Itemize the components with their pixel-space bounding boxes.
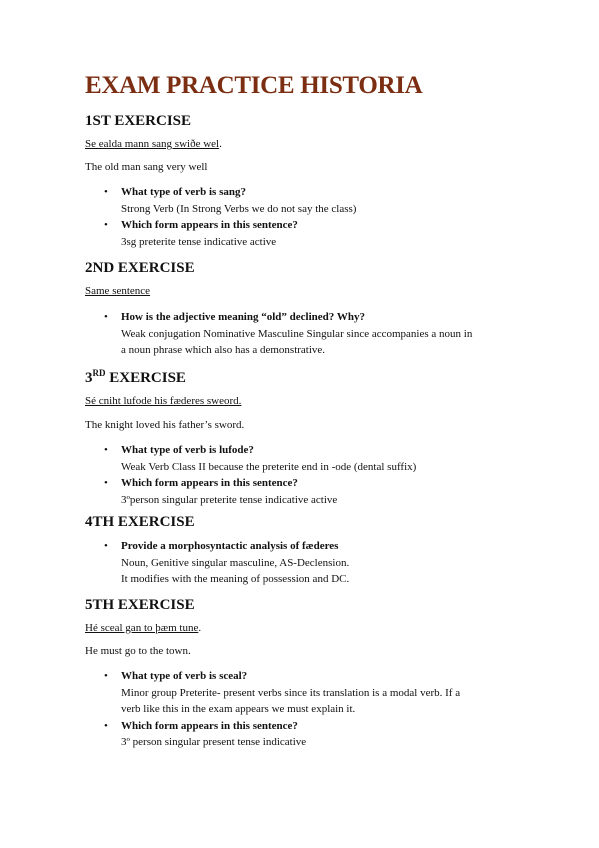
answer-line-1: Weak conjugation Nominative Masculine Singular since accompanies a noun in [121,327,473,340]
exercise-3-heading [85,364,535,387]
old-english-sentence: Se ealda mann sang swiðe wel [85,138,220,150]
bullet-icon: • [104,219,108,231]
exercise-2-sentence: Same sentence [85,285,151,297]
exercise-4 [85,513,535,588]
list-item [85,475,535,508]
exercise-5-translation: He must go to the town. [85,645,191,657]
exercise-1 [85,112,535,250]
exercise-5-heading: 5TH EXERCISE [85,597,195,613]
heading-label: EXERCISE [105,370,186,386]
answer-line-2: a noun phrase which also has a demonstrative. [121,344,326,356]
exercise-1-sentence [85,137,535,151]
question: What type of verb is sceal? [121,670,248,682]
sentence-period: . [219,138,222,150]
heading-number: 3 [85,370,93,386]
exercise-1-translation: The old man sang very well [85,161,208,173]
exercise-5-sentence [85,621,535,635]
bullet-icon: • [104,719,108,732]
sentence-period: . [198,622,202,634]
exercise-2-heading: 2ND EXERCISE [85,260,195,276]
answer: Weak Verb Class II because the preterite end in -ode (dental suffix) [121,460,417,473]
exercise-3-sentence: Sé cniht lufode his fæderes sweord. [85,395,242,407]
exercise-3-translation: The knight loved his father’s sword. [85,419,245,431]
question: How is the adjective meaning “old” declined? Why? [121,311,365,323]
question: Which form appears in this sentence? [121,719,298,732]
exercise-5 [85,596,535,751]
list-item [85,309,535,359]
answer: 3ºperson singular preterite tense indicative active [121,493,338,506]
question: Which form appears in this sentence? [121,477,298,489]
exercise-2-questions [85,309,535,359]
page-title: EXAM PRACTICE HISTORIA [85,72,423,99]
bullet-icon: • [104,540,108,552]
list-item [85,538,535,588]
question: Which form appears in this sentence? [121,219,298,231]
list-item [85,442,535,475]
list-item [85,718,535,751]
exercise-4-questions [85,538,535,588]
answer: 3sg preterite tense indicative active [121,235,277,248]
exercise-5-questions [85,668,535,751]
bullet-icon: • [104,670,108,682]
list-item [85,184,535,217]
answer-line-1: Minor group Preterite- present verbs since its translation is a modal verb. If a [121,686,461,699]
question: What type of verb is lufode? [121,444,254,456]
question: Provide a morphosyntactic analysis of fæderes [121,540,339,552]
exercise-3 [85,364,535,508]
bullet-icon: • [104,477,108,489]
answer: 3º person singular present tense indicative [121,736,307,748]
exercise-2 [85,259,535,359]
bullet-icon: • [104,311,108,323]
exercise-3-questions [85,442,535,508]
bullet-icon: • [104,444,108,456]
answer-line-2: verb like this in the exam appears we must explain it. [121,703,356,715]
bullet-icon: • [104,186,108,198]
heading-ordinal-suffix: RD [92,368,106,378]
exercise-1-heading: 1ST EXERCISE [85,113,192,129]
old-english-sentence: Hé sceal gan to þæm tune [85,622,199,634]
exercise-4-heading: 4TH EXERCISE [85,514,195,530]
answer-line-2: It modifies with the meaning of possession and DC. [121,573,350,585]
list-item [85,668,535,718]
list-item [85,217,535,250]
answer: Strong Verb (In Strong Verbs we do not say the class) [121,202,357,215]
answer-line-1: Noun, Genitive singular masculine, AS-Declension. [121,556,350,569]
question: What type of verb is sang? [121,186,246,198]
exercise-1-questions [85,184,535,250]
